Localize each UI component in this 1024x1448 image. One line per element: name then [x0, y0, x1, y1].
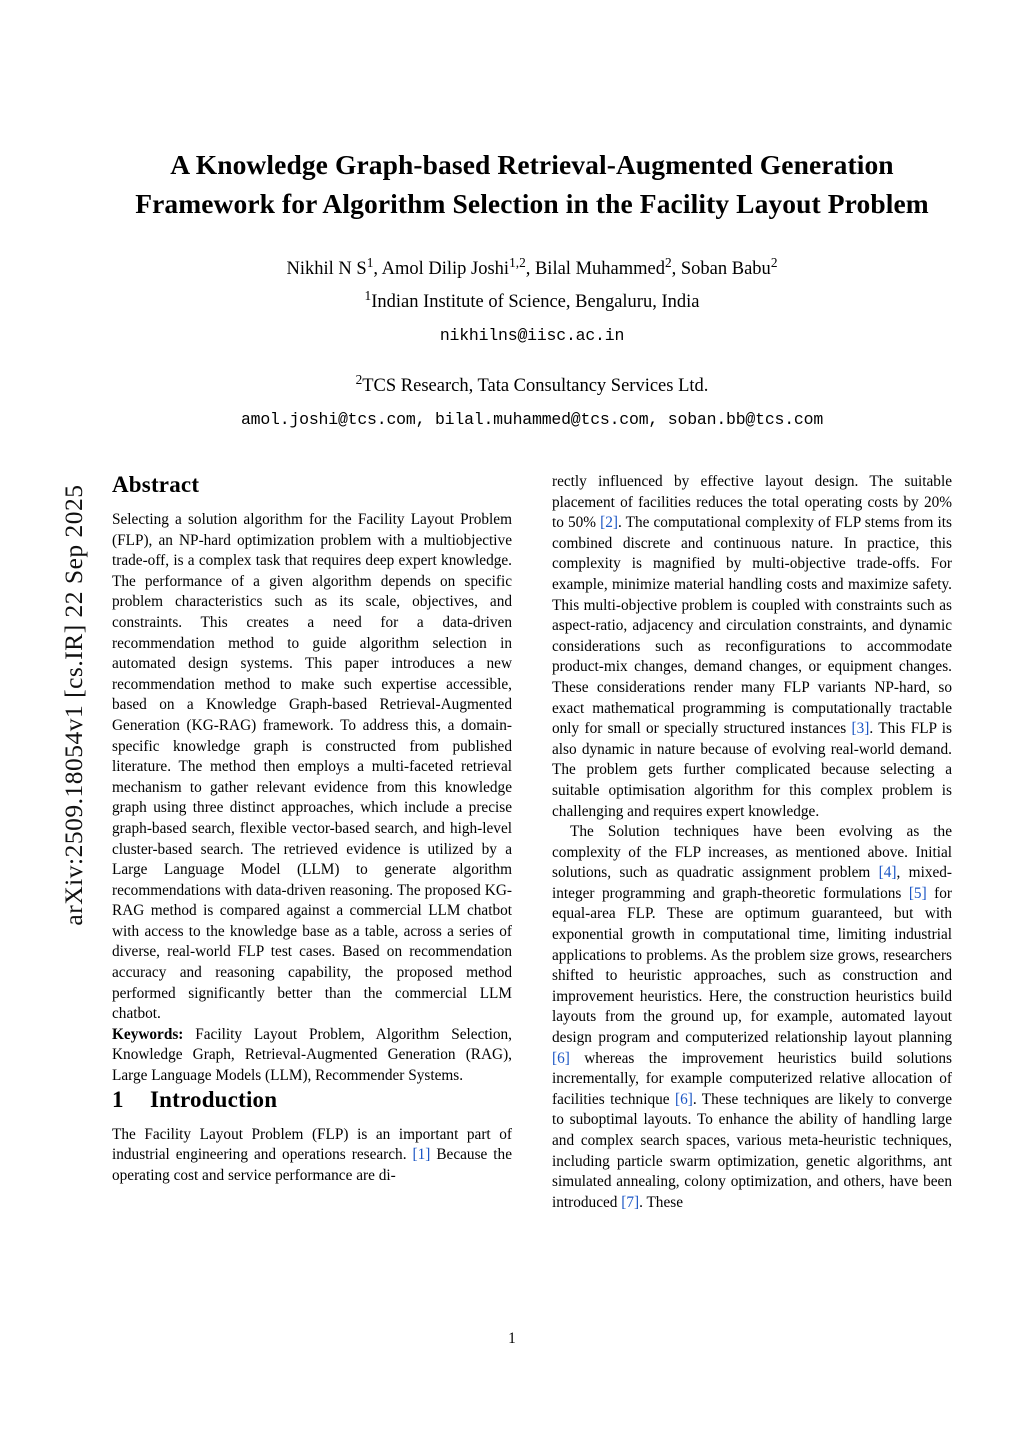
paper-header — [112, 0, 952, 434]
author-list — [112, 255, 952, 284]
affiliation-1-text: Indian Institute of Science, Bengaluru, India — [371, 292, 700, 312]
introduction-heading — [112, 1087, 512, 1113]
author-1-affil-marker: 1 — [366, 254, 374, 270]
intro-p3-part-e: . These techniques are likely to converge to suboptimal layouts. To enhance the ability of handling large and complex search spaces, various meta-heuristic techniques, including particle swarm optimization, genetic algorithms, ant simulated annealing, colony optimization, and others, have been introduced — [552, 1090, 952, 1211]
left-column — [112, 472, 512, 1213]
author-2-affil-marker: 1,2 — [509, 254, 526, 270]
intro-p3-part-f: . These — [639, 1193, 683, 1211]
introduction-paragraph-3 — [552, 822, 952, 1213]
author-3: , Bilal Muhammed — [525, 259, 665, 279]
email-1: nikhilns@iisc.ac.in — [439, 326, 625, 345]
email-list-2: amol.joshi@tcs.com, bilal.muhammed@tcs.com, soban.bb@tcs.com — [240, 410, 824, 429]
affiliation-2-text: TCS Research, Tata Consultancy Services Ltd. — [362, 376, 709, 396]
keywords-label: Keywords: — [112, 1025, 184, 1043]
author-2: , Amol Dilip Joshi — [373, 259, 510, 279]
right-column — [552, 472, 952, 1213]
two-column-body — [112, 472, 952, 1213]
keywords-line — [112, 1025, 512, 1087]
affiliation-2 — [112, 372, 952, 401]
author-4: , Soban Babu — [671, 259, 771, 279]
author-4-affil-marker: 2 — [770, 254, 778, 270]
intro-p2-part-a: rectly influenced by effective layout design. The suitable placement of facilities reduces the total operating costs by 20% to 50% — [552, 473, 952, 532]
intro-p3-part-c: for equal-area FLP. These are optimum guaranteed, but with exponential growth in computational time, limiting industrial applications to problems. As the problem size grows, researchers shifted to heuristic approaches, such as construction and improvement heuristics. Here, the construction heuristics build layouts from the ground up, for example, automated layout design program and computerized relationship layout planning — [552, 884, 952, 1047]
keywords-text: Facility Layout Problem, Algorithm Selection, Knowledge Graph, Retrieval-Augmented Generation (RAG), Large Language Models (LLM), Recommender Systems. — [112, 1025, 512, 1085]
affiliation-1 — [112, 288, 952, 317]
abstract-heading: Abstract — [112, 472, 200, 497]
page-title: A Knowledge Graph-based Retrieval-Augmented Generation Framework for Algorithm Selection in the Facility Layout Problem — [135, 149, 929, 219]
affiliation-1-marker: 1 — [364, 287, 372, 303]
citation-2[interactable]: [2] — [600, 514, 618, 532]
arxiv-stamp: arXiv:2509.18054v1 [cs.IR] 22 Sep 2025 — [59, 484, 88, 926]
intro-p3-part-a: The Solution techniques have been evolving as the complexity of the FLP increases, as mentioned above. Initial solutions, such as quadratic assignment problem — [552, 823, 952, 882]
introduction-paragraph-2 — [552, 472, 952, 822]
author-3-affil-marker: 2 — [664, 254, 672, 270]
introduction-paragraph-1 — [112, 1125, 512, 1187]
intro-p3-part-d: whereas the improvement heuristics build solutions incrementally, for example computerized relative allocation of facilities technique — [552, 1049, 952, 1108]
citation-4[interactable]: [4] — [878, 864, 897, 882]
citation-7[interactable]: [6] — [674, 1090, 693, 1108]
citation-8[interactable]: [7] — [621, 1193, 640, 1211]
citation-1[interactable]: [1] — [412, 1146, 431, 1164]
introduction-title: Introduction — [150, 1086, 278, 1112]
page-number: 1 — [508, 1330, 516, 1347]
citation-3[interactable]: [3] — [851, 720, 870, 738]
citation-6[interactable]: [6] — [552, 1049, 570, 1067]
intro-p1-part-a: The Facility Layout Problem (FLP) is an important part of industrial engineering and operations research. — [112, 1125, 512, 1164]
intro-p2-part-b: . The computational complexity of FLP stems from its combined discrete and continuous nature. In practice, this complexity is magnified by multi-objective trade-offs. For example, minimize material handling costs and maximize safety. This multi-objective problem is coupled with constraints such as aspect-ratio, adjacency and circulation constraints, and dynamic considerations such as reconfigurations to accommodate product-mix changes, demand changes, or equipment changes. These considerations render many FLP variants NP-hard, so exact mathematical programming is computationally tractable only for small or specially structured instances — [552, 514, 952, 738]
intro-p2-part-c: . This FLP is also dynamic in nature because of evolving real-world demand. The problem gets further complicated because selecting a suitable optimisation algorithm for this complex problem is challenging and requires expert knowledge. — [552, 720, 952, 820]
citation-5[interactable]: [5] — [908, 884, 927, 902]
intro-p1-part-b: Because the operating cost and service performance are di- — [112, 1146, 512, 1184]
intro-p3-part-b: , mixed-integer programming and graph-theoretic formulations — [552, 864, 952, 902]
author-1: Nikhil N S — [286, 259, 367, 279]
affiliation-2-marker: 2 — [355, 371, 363, 387]
introduction-number: 1 — [112, 1086, 124, 1112]
abstract-text: Selecting a solution algorithm for the Facility Layout Problem (FLP), an NP-hard optimization problem with a multiobjective trade-off, is a complex task that requires deep expert knowledge. The performance of a given algorithm depends on specific problem characteristics such as its scale, objectives, and constraints. This creates a need for a data-driven recommendation method to guide algorithm selection in automated design systems. This paper introduces a new recommendation method to make such expertise accessible, based on a Knowledge Graph-based Retrieval-Augmented Generation (KG-RAG) framework. To address this, a domain-specific knowledge graph is constructed from published literature. The method then employs a multi-faceted retrieval mechanism to gather relevant evidence from this knowledge graph using three distinct approaches, which include a precise graph-based search, flexible vector-based search, and high-level cluster-based search. The retrieved evidence is utilized by a Large Language Model (LLM) to generate algorithm recommendations with data-driven reasoning. The proposed KG-RAG method is compared against a commercial LLM chatbot with access to the knowledge base as a table, across a series of diverse, real-world FLP test cases. Based on recommendation accuracy and reasoning capability, the proposed method performed significantly better than the commercial LLM chatbot. — [112, 511, 512, 1023]
